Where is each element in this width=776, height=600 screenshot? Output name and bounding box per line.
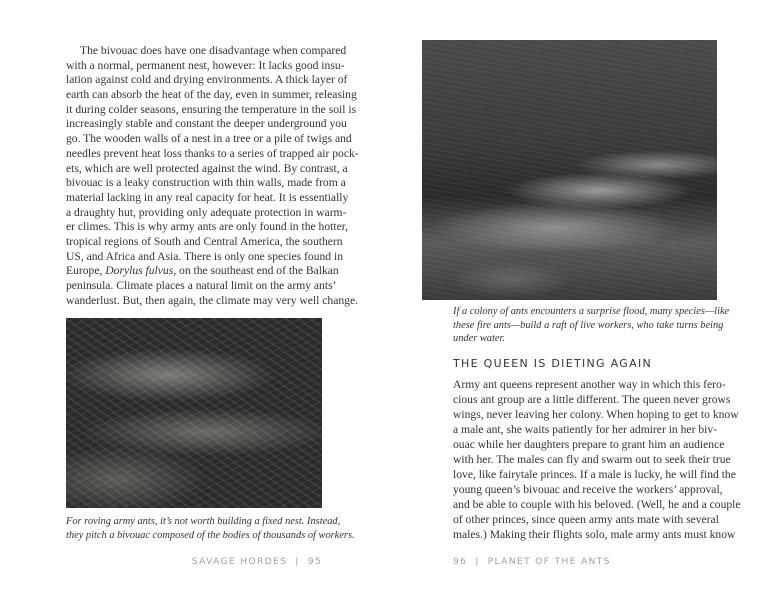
text-line: go. The wooden walls of a nest in a tree or a pile of twigs and <box>66 132 352 146</box>
text-line: it during colder seasons, ensuring the temperature in the soil is <box>66 102 357 116</box>
army-ant-bivouac-photo <box>66 318 322 508</box>
left-body-text <box>66 44 359 308</box>
page-number: 96 <box>453 556 468 567</box>
fire-ant-raft-photo <box>422 40 717 300</box>
text-line: wings, never leaving her colony. When hoping to get to know <box>453 408 739 421</box>
text-line: with her. The males can fly and swarm out to seek their true <box>453 453 731 466</box>
text-fragment: Europe, <box>66 264 106 278</box>
right-page <box>388 0 776 600</box>
text-line <box>66 264 339 279</box>
text-line: a draughty hut, providing only adequate protection in warm- <box>66 205 347 219</box>
text-line: Army ant queens represent another way in which this fero- <box>453 378 726 391</box>
caption-line: For roving army ants, it’s not worth building a fixed nest. Instead, <box>66 516 341 527</box>
text-line: young queen’s bivouac and receive the workers’ approval, <box>453 483 723 496</box>
text-line: males.) Making their flights solo, male army ants must know <box>453 528 736 541</box>
caption-line: they pitch a bivouac composed of the bodies of thousands of workers. <box>66 529 355 541</box>
text-fragment: , on the southeast end of the Balkan <box>173 264 339 278</box>
right-body-text <box>453 377 741 542</box>
text-line: with a normal, permanent nest, however: It lacks good insu- <box>66 58 345 72</box>
text-line: needles prevent heat loss thanks to a series of trapped air pock- <box>66 146 359 160</box>
running-head-section: SAVAGE HORDES <box>191 556 288 567</box>
text-line: increasingly stable and constant the deeper underground you <box>66 117 347 131</box>
text-line: lation against cold and drying environments. A thick layer of <box>66 73 348 87</box>
text-line: earth can absorb the heat of the day, even in summer, releasing <box>66 88 357 102</box>
left-footer <box>192 556 322 567</box>
text-line: love, like fairytale princes. If a male is lucky, he will find the <box>453 468 736 481</box>
text-line: ouac while her daughters prepare to grant him an audience <box>453 438 725 451</box>
text-line: cious ant group are a little different. The queen never grows <box>453 393 731 406</box>
text-line: ets, which are well protected against the wind. By contrast, a <box>66 161 348 175</box>
text-line: and be able to couple with his beloved. (Well, he and a couple <box>453 498 741 511</box>
text-line: a male ant, she waits patiently for her admirer in her biv- <box>453 423 717 436</box>
text-line: peninsula. Climate places a natural limit on the army ants’ <box>66 279 337 292</box>
page-number: 95 <box>307 556 322 567</box>
text-line: US, and Africa and Asia. There is only one species found in <box>66 249 344 263</box>
text-line: wanderlust. But, then again, the climate may very well change. <box>66 293 359 307</box>
species-name: Dorylus fulvus <box>105 264 174 278</box>
left-photo-caption <box>66 515 355 542</box>
text-line: tropical regions of South and Central America, the southern <box>66 234 343 248</box>
caption-line: these fire ants—build a raft of live workers, who take turns being <box>453 319 724 331</box>
text-line: material lacking in any real capacity for heat. It is essentially <box>66 190 349 204</box>
section-heading: THE QUEEN IS DIETING AGAIN <box>453 357 653 370</box>
footer-separator: | <box>475 556 480 567</box>
text-line: er climes. This is why army ants are only found in the hotter, <box>66 220 349 234</box>
running-head-title: PLANET OF THE ANTS <box>487 556 611 567</box>
caption-line: If a colony of ants encounters a surprise flood, many species—like <box>453 306 730 317</box>
caption-line: under water. <box>453 333 505 344</box>
right-photo-caption <box>453 305 730 346</box>
text-line: The bivouac does have one disadvantage when compared <box>80 44 347 57</box>
text-line: of other princes, since queen army ants mate with several <box>453 513 719 526</box>
text-line: bivouac is a leaky construction with thin walls, made from a <box>66 176 346 190</box>
footer-separator: | <box>295 556 300 567</box>
right-footer <box>453 556 611 567</box>
